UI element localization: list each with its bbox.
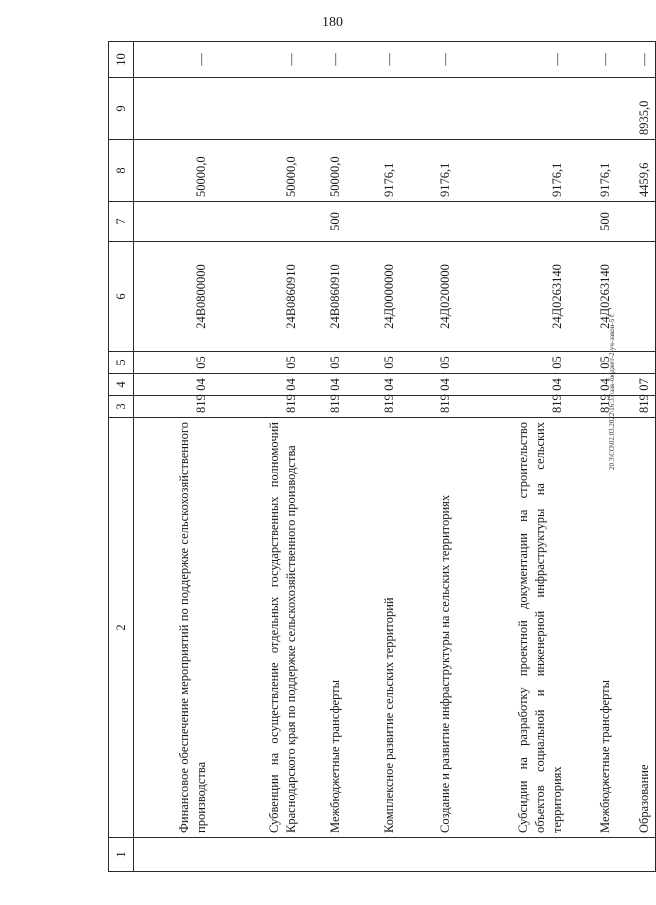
row-name: Межбюджетные трансферты bbox=[302, 418, 346, 838]
table-row bbox=[346, 42, 400, 872]
table-row bbox=[456, 42, 568, 872]
row-value-10: — bbox=[346, 42, 400, 78]
row-value-10: — bbox=[400, 42, 456, 78]
row-code-6 bbox=[616, 242, 656, 352]
row-name: Субвенции на осуществление отдельных государственных полномочий Краснодарского края по поддержке сельскохозяйственного производства bbox=[212, 418, 302, 838]
row-code-4: 07 bbox=[616, 374, 656, 396]
row-value-8: 50000,0 bbox=[212, 140, 302, 202]
row-code-7 bbox=[212, 202, 302, 242]
row-value-10: — bbox=[568, 42, 616, 78]
table-row bbox=[568, 42, 616, 872]
row-value-8: 50000,0 bbox=[134, 140, 212, 202]
row-blank bbox=[616, 838, 656, 872]
row-blank bbox=[400, 838, 456, 872]
row-code-5: 05 bbox=[346, 352, 400, 374]
side-note: 20.3\CO\02.03.2022\16:37\зак-бюджет-2-уч-закон-5 с bbox=[608, 313, 616, 470]
row-code-5: 05 bbox=[400, 352, 456, 374]
row-code-7 bbox=[400, 202, 456, 242]
row-code-7 bbox=[456, 202, 568, 242]
row-code-6: 24В0860910 bbox=[212, 242, 302, 352]
row-blank bbox=[568, 838, 616, 872]
column-header: 4 bbox=[109, 374, 134, 396]
row-name: Финансовое обеспечение мероприятий по поддержке сельскохозяйственного производства bbox=[134, 418, 212, 838]
row-code-3: 819 bbox=[346, 396, 400, 418]
row-value-9 bbox=[212, 78, 302, 140]
row-value-9 bbox=[134, 78, 212, 140]
row-code-4: 04 bbox=[212, 374, 302, 396]
column-header: 10 bbox=[109, 42, 134, 78]
row-blank bbox=[456, 838, 568, 872]
table-row bbox=[400, 42, 456, 872]
row-value-9 bbox=[346, 78, 400, 140]
column-header: 3 bbox=[109, 396, 134, 418]
row-value-8: 9176,1 bbox=[456, 140, 568, 202]
column-header: 7 bbox=[109, 202, 134, 242]
column-header: 9 bbox=[109, 78, 134, 140]
row-code-4: 04 bbox=[568, 374, 616, 396]
row-code-3: 819 bbox=[212, 396, 302, 418]
row-value-10: — bbox=[302, 42, 346, 78]
row-name: Межбюджетные трансферты bbox=[568, 418, 616, 838]
row-value-10: — bbox=[616, 42, 656, 78]
row-code-7 bbox=[616, 202, 656, 242]
row-code-4: 04 bbox=[302, 374, 346, 396]
row-code-7 bbox=[346, 202, 400, 242]
column-header: 5 bbox=[109, 352, 134, 374]
row-code-6: 24Д0263140 bbox=[456, 242, 568, 352]
table-row bbox=[616, 42, 656, 872]
row-code-4: 04 bbox=[456, 374, 568, 396]
column-header: 8 bbox=[109, 140, 134, 202]
row-code-3: 819 bbox=[616, 396, 656, 418]
row-value-8: 50000,0 bbox=[302, 140, 346, 202]
row-code-7 bbox=[134, 202, 212, 242]
row-code-5: 05 bbox=[212, 352, 302, 374]
column-header: 6 bbox=[109, 242, 134, 352]
row-value-10: — bbox=[134, 42, 212, 78]
row-blank bbox=[134, 838, 212, 872]
row-blank bbox=[212, 838, 302, 872]
table-row bbox=[212, 42, 302, 872]
row-code-5: 05 bbox=[134, 352, 212, 374]
row-blank bbox=[346, 838, 400, 872]
budget-table bbox=[108, 41, 656, 872]
row-name: Создание и развитие инфраструктуры на сельских территориях bbox=[400, 418, 456, 838]
row-code-4: 04 bbox=[400, 374, 456, 396]
row-code-4: 04 bbox=[346, 374, 400, 396]
row-code-6: 24Д0263140 bbox=[568, 242, 616, 352]
row-code-6: 24В0860910 bbox=[302, 242, 346, 352]
row-value-9 bbox=[400, 78, 456, 140]
row-value-10: — bbox=[456, 42, 568, 78]
row-code-7: 500 bbox=[568, 202, 616, 242]
row-code-5: 05 bbox=[568, 352, 616, 374]
row-value-8: 9176,1 bbox=[400, 140, 456, 202]
row-value-8: 9176,1 bbox=[568, 140, 616, 202]
row-code-7: 500 bbox=[302, 202, 346, 242]
row-code-6: 24Д0000000 bbox=[346, 242, 400, 352]
row-code-6: 24В0800000 bbox=[134, 242, 212, 352]
row-name: Образование bbox=[616, 418, 656, 838]
row-code-3: 819 bbox=[134, 396, 212, 418]
row-code-5: 05 bbox=[456, 352, 568, 374]
row-value-9: 8935,0 bbox=[616, 78, 656, 140]
row-value-9 bbox=[302, 78, 346, 140]
page-number: 180 bbox=[322, 15, 343, 30]
row-code-4: 04 bbox=[134, 374, 212, 396]
row-code-3: 819 bbox=[456, 396, 568, 418]
row-value-8: 9176,1 bbox=[346, 140, 400, 202]
row-value-9 bbox=[568, 78, 616, 140]
table-row bbox=[302, 42, 346, 872]
table-header-row bbox=[109, 42, 134, 872]
row-value-10: — bbox=[212, 42, 302, 78]
column-header: 1 bbox=[109, 838, 134, 872]
row-code-5 bbox=[616, 352, 656, 374]
column-header: 2 bbox=[109, 418, 134, 838]
row-code-3: 819 bbox=[400, 396, 456, 418]
row-value-8: 4459,6 bbox=[616, 140, 656, 202]
row-name: Субсидии на разработку проектной документации на строительство объектов социальной и инженерной инфраструктуры на сельских территориях bbox=[456, 418, 568, 838]
row-value-9 bbox=[456, 78, 568, 140]
row-blank bbox=[302, 838, 346, 872]
row-code-3: 819 bbox=[302, 396, 346, 418]
row-name: Комплексное развитие сельских территорий bbox=[346, 418, 400, 838]
row-code-3: 819 bbox=[568, 396, 616, 418]
row-code-6: 24Д0200000 bbox=[400, 242, 456, 352]
row-code-5: 05 bbox=[302, 352, 346, 374]
table-row bbox=[134, 42, 212, 872]
